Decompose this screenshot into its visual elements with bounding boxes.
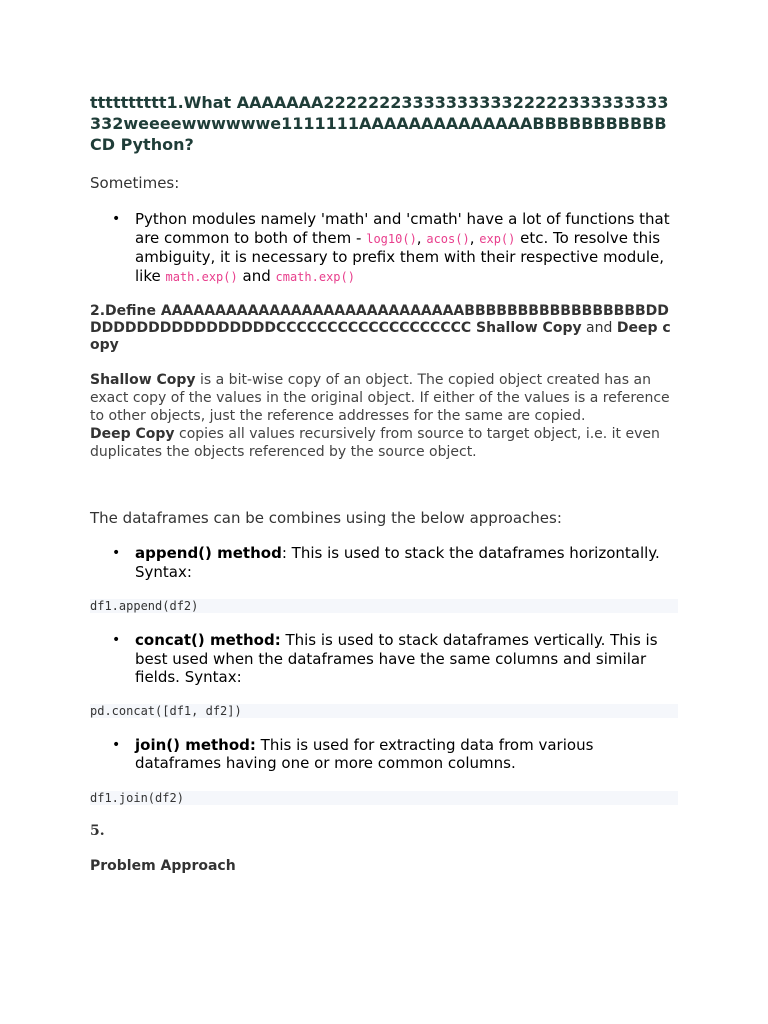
join-list	[90, 736, 678, 773]
append-term: append() method	[135, 544, 282, 562]
join-term: join() method:	[135, 735, 256, 754]
shallow-copy-term: Shallow Copy	[90, 372, 196, 388]
heading-and: and	[581, 320, 617, 336]
deep-copy-term: Deep Copy	[90, 426, 175, 442]
dataframes-intro: The dataframes can be combines using the below approaches:	[90, 509, 562, 527]
join-text: This is used for extracting data from various dataframes having one or more common columns.	[135, 735, 594, 772]
append-text: : This is used to stack the dataframes horizontally. Syntax:	[135, 544, 660, 581]
question-5-number: 5.	[90, 822, 105, 839]
list-item	[135, 631, 678, 687]
sometimes-label: Sometimes:	[90, 174, 180, 192]
list-item	[135, 210, 678, 286]
question-1-heading: tttttttttt1.What AAAAAAA2222222333333333322222333333333332weeeewwwwwwe1111111AAAAAAAAAAAAAABBBBBBBBBBBCD Python?	[90, 93, 669, 154]
shallow-copy-text: is a bit-wise copy of an object. The copied object created has an exact copy of the values in the original object. If either of the values is a reference to other objects, just the reference addresses for the same are copied.	[90, 372, 670, 424]
code-math-exp: math.exp()	[165, 269, 238, 284]
concat-list	[90, 631, 678, 687]
separator: ,	[416, 228, 427, 247]
heading-suffix: Deep copy	[90, 320, 671, 353]
code-cmath-exp: cmath.exp()	[275, 269, 355, 284]
code-log10: log10()	[366, 231, 417, 246]
list-item	[135, 736, 678, 773]
concat-text: This is used to stack dataframes vertically. This is best used when the dataframes have the same columns and similar fields. Syntax:	[135, 631, 658, 686]
question-2-heading	[90, 303, 678, 354]
document-page	[90, 92, 678, 875]
separator: ,	[469, 228, 480, 247]
heading-prefix: 2.Define AAAAAAAAAAAAAAAAAAAAAAAAAAAABBBBBBBBBBBBBBBBBDDDDDDDDDDDDDDDDDDCCCCCCCCCCCCCCCCCCC Shallow Copy	[90, 303, 669, 336]
copy-explanation	[90, 371, 678, 461]
code-block-append: df1.append(df2)	[90, 599, 678, 613]
code-block-join: df1.join(df2)	[90, 791, 678, 805]
problem-approach-heading: Problem Approach	[90, 857, 236, 874]
concat-term: concat() method:	[135, 631, 281, 649]
bullet-text: etc. To resolve this ambiguity, it is necessary to prefix them with their respective module, like	[135, 228, 664, 285]
bullet-text: and	[237, 266, 276, 285]
code-block-concat: pd.concat([df1, df2])	[90, 704, 678, 718]
code-exp: exp()	[479, 231, 516, 246]
code-acos: acos()	[426, 231, 470, 246]
deep-copy-text: copies all values recursively from source to target object, i.e. it even duplicates the objects referenced by the source object.	[90, 426, 660, 460]
bullet-text: Python modules namely 'math' and 'cmath' have a lot of functions that are common to both of them -	[135, 210, 670, 247]
list-item	[135, 544, 678, 581]
append-list	[90, 544, 678, 581]
namespace-bullet-list	[90, 210, 678, 286]
